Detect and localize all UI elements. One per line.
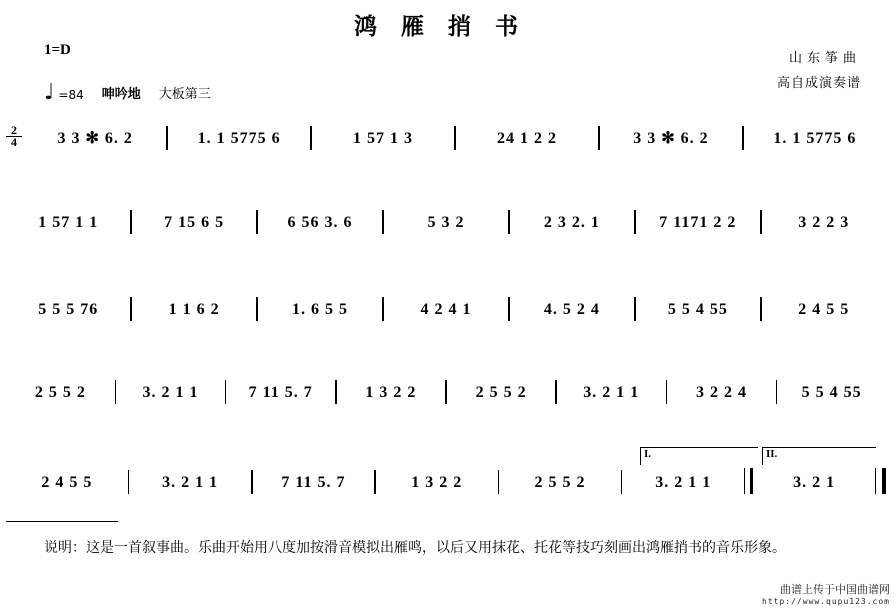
measure: 6 56 3. 6 [287,214,353,231]
tempo-marking [44,80,211,105]
final-bar-line [875,468,886,494]
volta-first-ending: I. [640,447,758,465]
measure: 3. 2 1 1 [583,384,640,401]
measure: 7 11 5. 7 [248,384,313,401]
measure: 1 57 1 1 [38,214,99,231]
volta-second-ending: II. [762,447,876,465]
score-title: 鸿雁捎书 [354,14,542,40]
measure: 1 1 6 2 [168,301,220,318]
notation-line-5 [6,460,886,500]
measure: 7 15 6 5 [164,214,225,231]
site-watermark [762,584,890,608]
measure: 24 1 2 2 [496,130,557,147]
footnote [44,536,879,560]
measure: 5 5 4 55 [667,301,728,318]
measure: 3. 2 1 [793,474,836,491]
measure: 4 2 4 1 [420,301,472,318]
notation-line-2 [6,200,886,240]
expression-mark: 呻吟地 [101,87,141,102]
measure: 3 3 ✻ 6. 2 [633,130,709,147]
measure: 7 1171 2 2 [659,214,737,231]
measure: 5 5 4 55 [801,384,862,401]
measure: 3. 2 1 1 [142,384,199,401]
measure: 3 2 2 3 [798,214,850,231]
measure: 1. 1 5775 6 [773,130,857,147]
quarter-note-icon: ♩ [44,80,55,105]
footnote-label: 说明： [44,540,86,556]
measure: 3. 2 1 1 [655,474,712,491]
measure: 3 3 ✻ 6. 2 [57,130,133,147]
measure: 2 4 5 5 [41,474,93,491]
measure: 1 3 2 2 [365,384,417,401]
measure: 4. 5 2 4 [543,301,600,318]
measure: 7 11 5. 7 [281,474,346,491]
section-mark: 大板第三 [158,87,211,102]
measure: 1. 1 5775 6 [197,130,281,147]
footnote-divider [6,521,118,522]
key-signature: 1=D [44,42,71,58]
repeat-bar-line [744,468,753,494]
measure: 2 5 5 2 [34,384,86,401]
measure: 2 4 5 5 [798,301,850,318]
watermark-text: 曲谱上传于中国曲谱网 [780,583,890,596]
measure: 1 57 1 3 [353,130,414,147]
footnote-text: 这是一首叙事曲。乐曲开始用八度加按滑音模拟出雁鸣，以后又用抹花、托花等技巧刻画出鸿雁捎书的音乐形象。 [86,540,786,556]
time-signature: 2 4 [6,125,22,156]
notation-line-4 [6,370,886,410]
performer-credit: 高自成演奏谱 [776,76,861,91]
measure: 2 5 5 2 [475,384,527,401]
measure: 1 3 2 2 [411,474,463,491]
measure: 1. 6 5 5 [292,301,349,318]
notation-line-1 [6,116,886,156]
measure: 3 2 2 4 [695,384,747,401]
measure: 2 3 2. 1 [543,214,600,231]
measure: 2 5 5 2 [534,474,586,491]
source-credit: 山东筝曲 [788,51,861,66]
watermark-url: http://www.qupu123.com [762,597,890,606]
measure: 3. 2 1 1 [162,474,219,491]
measure: 5 5 5 76 [38,301,99,318]
notation-line-3 [6,287,886,327]
measure: 5 3 2 [427,214,465,231]
tempo-bpm: =84 [58,88,84,102]
